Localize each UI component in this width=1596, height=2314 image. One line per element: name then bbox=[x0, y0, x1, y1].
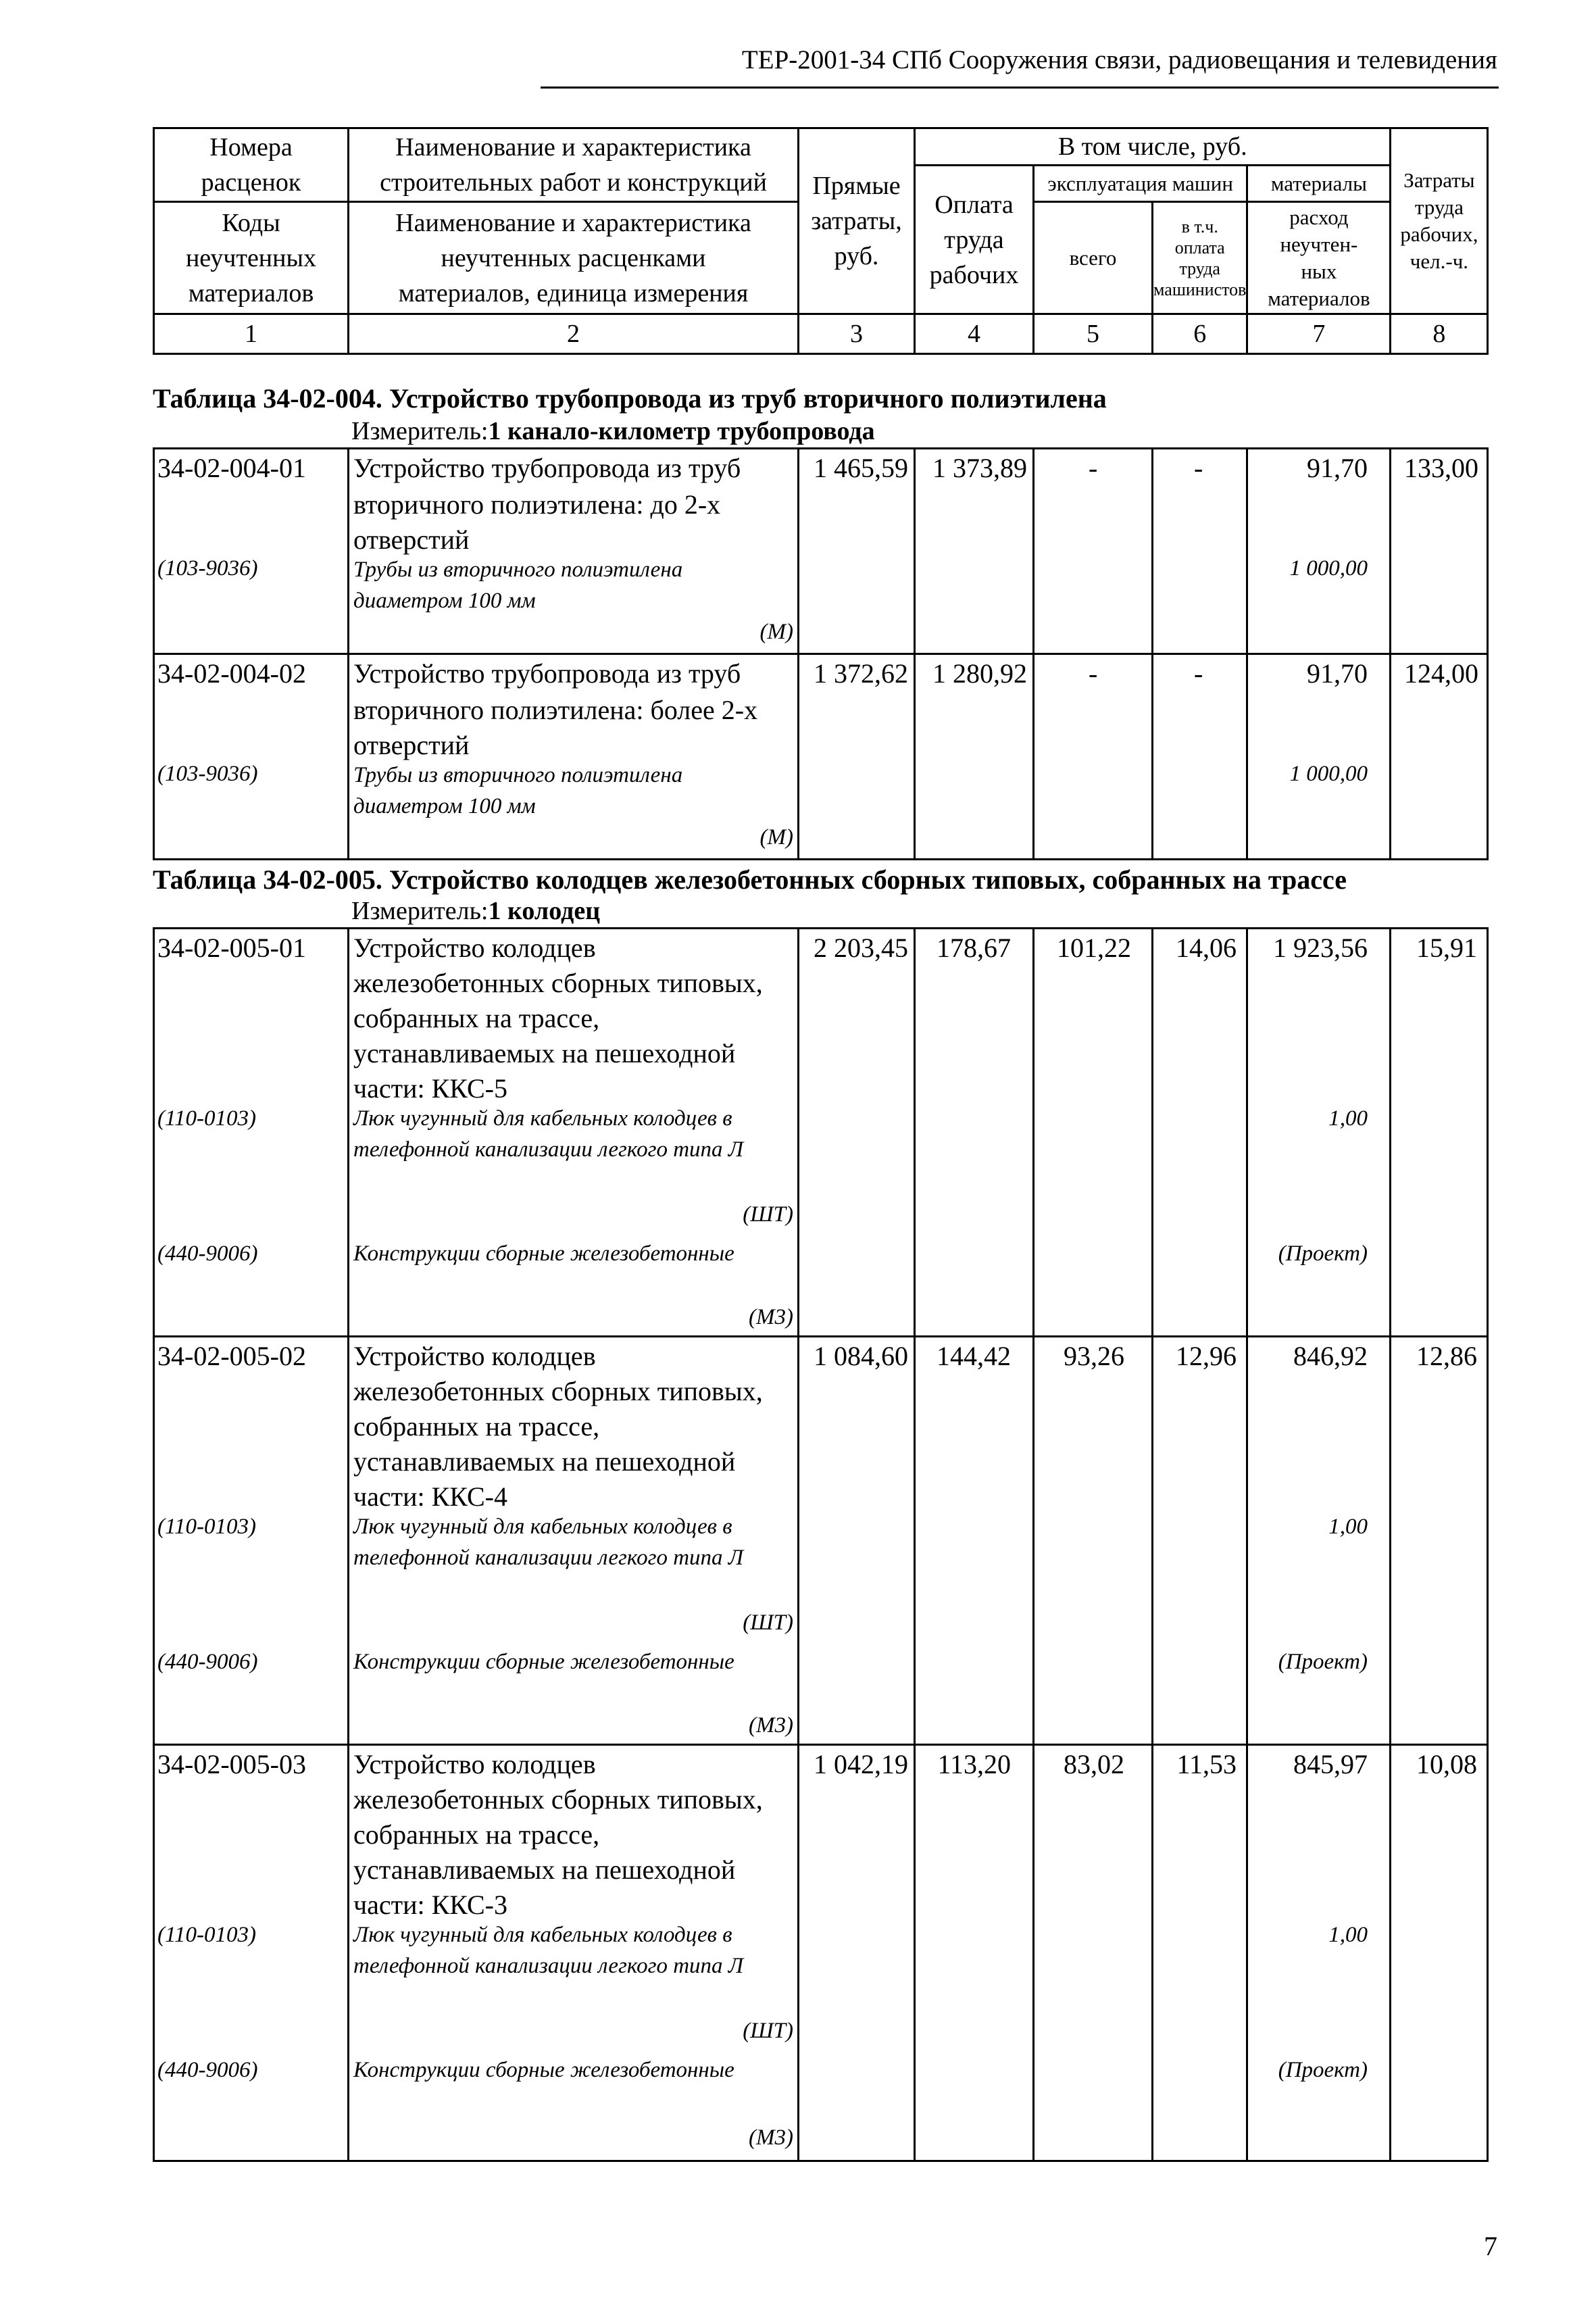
rate-name-line: железобетонных сборных типовых, bbox=[353, 1784, 763, 1815]
machines-value: - bbox=[1089, 658, 1098, 689]
column-number: 4 bbox=[915, 314, 1034, 354]
material-amount: (Проект) bbox=[1278, 2058, 1368, 2082]
header-labor-pay: Оплата труда рабочих bbox=[915, 166, 1034, 314]
rate-name-line: Устройство колодцев bbox=[353, 1749, 596, 1779]
material-name-line: Конструкции сборные железобетонные bbox=[353, 1650, 734, 1674]
material-name-line: Люк чугунный для кабельных колодцев в bbox=[353, 1923, 732, 1947]
labor-pay-value: 113,20 bbox=[937, 1749, 1011, 1779]
material-amount: 1 000,00 bbox=[1289, 762, 1368, 786]
material-name-line: Трубы из вторичного полиэтилена bbox=[353, 558, 683, 582]
rate-name-cell bbox=[349, 654, 799, 860]
material-name-line: Люк чугунный для кабельных колодцев в bbox=[353, 1106, 732, 1131]
column-number: 6 bbox=[1153, 314, 1247, 354]
machinist-pay-value: - bbox=[1194, 658, 1203, 689]
machinist-pay-value: 14,06 bbox=[1176, 933, 1237, 963]
header-materials: материалы bbox=[1247, 166, 1391, 202]
labor-hours-value: 12,86 bbox=[1416, 1341, 1477, 1371]
rate-code: 34-02-005-02 bbox=[157, 1341, 306, 1371]
header-rule bbox=[541, 87, 1499, 89]
rate-code-cell bbox=[154, 449, 349, 654]
rate-name-line: устанавливаемых на пешеходной bbox=[353, 1854, 736, 1885]
direct-costs-value: 1 465,59 bbox=[814, 453, 908, 483]
machines-value: 101,22 bbox=[1057, 933, 1131, 963]
labor-pay-value: 1 280,92 bbox=[932, 658, 1027, 689]
rate-name-cell bbox=[349, 449, 799, 654]
materials-value: 91,70 bbox=[1307, 658, 1368, 689]
machines-value: 93,26 bbox=[1064, 1341, 1124, 1371]
direct-costs-value: 1 372,62 bbox=[814, 658, 908, 689]
rate-name-cell bbox=[349, 1745, 799, 2161]
material-code: (440-9006) bbox=[157, 2058, 258, 2082]
rate-name-line: железобетонных сборных типовых, bbox=[353, 968, 763, 998]
rate-code: 34-02-004-02 bbox=[157, 658, 306, 689]
labor-pay-value: 144,42 bbox=[937, 1341, 1011, 1371]
page-number: 7 bbox=[1484, 2231, 1497, 2261]
rate-code-cell bbox=[154, 1337, 349, 1745]
rate-name-line: отверстий bbox=[353, 524, 470, 555]
rate-name-line: Устройство трубопровода из труб bbox=[353, 453, 741, 483]
materials-value: 845,97 bbox=[1293, 1749, 1368, 1779]
material-name-line: Конструкции сборные железобетонные bbox=[353, 2058, 734, 2082]
labor-pay-value: 1 373,89 bbox=[932, 453, 1027, 483]
rate-name-line: железобетонных сборных типовых, bbox=[353, 1376, 763, 1406]
rate-name-line: собранных на трассе, bbox=[353, 1411, 600, 1442]
labor-hours-value: 10,08 bbox=[1416, 1749, 1477, 1779]
rate-name-cell bbox=[349, 1337, 799, 1745]
header-machinist-pay: в т.ч. оплата труда машинистов bbox=[1153, 202, 1247, 314]
rate-code-cell bbox=[154, 1745, 349, 2161]
labor-hours-value: 133,00 bbox=[1404, 453, 1478, 483]
material-name-line: телефонной канализации легкого типа Л bbox=[353, 1137, 744, 1162]
material-code: (110-0103) bbox=[157, 1515, 257, 1539]
material-unit: (М3) bbox=[749, 1305, 793, 1329]
column-number: 5 bbox=[1034, 314, 1153, 354]
header-unaccounted-materials: расход неучтен- ных материалов bbox=[1247, 202, 1391, 314]
table-measure: Измеритель:1 канало-километр трубопровода bbox=[351, 417, 875, 445]
material-amount: (Проект) bbox=[1278, 1650, 1368, 1674]
material-name-line: Конструкции сборные железобетонные bbox=[353, 1241, 734, 1266]
labor-hours-value: 15,91 bbox=[1416, 933, 1477, 963]
direct-costs-value: 1 084,60 bbox=[814, 1341, 908, 1371]
column-number: 7 bbox=[1247, 314, 1391, 354]
table-row bbox=[154, 1745, 1488, 2161]
rate-name-line: собранных на трассе, bbox=[353, 1003, 600, 1033]
rate-name-line: части: ККС-5 bbox=[353, 1073, 507, 1104]
header-material-names: Наименование и характеристика неучтенных расценками материалов, единица измерения bbox=[349, 202, 799, 314]
material-amount: 1,00 bbox=[1328, 1515, 1368, 1539]
rate-name-line: устанавливаемых на пешеходной bbox=[353, 1038, 736, 1068]
material-unit: (М3) bbox=[749, 1713, 793, 1738]
header-work-name: Наименование и характеристика строительных работ и конструкций bbox=[349, 128, 799, 202]
header-direct-costs: Прямые затраты, руб. bbox=[799, 128, 915, 314]
material-unit: (М) bbox=[759, 620, 793, 644]
material-name-line: диаметром 100 мм bbox=[353, 589, 536, 613]
material-unit: (ШТ) bbox=[743, 1610, 793, 1635]
rate-code-cell bbox=[154, 654, 349, 860]
rate-name-cell bbox=[349, 929, 799, 1337]
material-name-line: телефонной канализации легкого типа Л bbox=[353, 1546, 744, 1570]
rate-name-line: вторичного полиэтилена: более 2-х bbox=[353, 695, 758, 725]
table-measure: Измеритель:1 колодец bbox=[351, 897, 601, 925]
material-unit: (М3) bbox=[749, 2125, 793, 2150]
rate-code: 34-02-004-01 bbox=[157, 453, 306, 483]
rate-code: 34-02-005-03 bbox=[157, 1749, 306, 1779]
labor-pay-value: 178,67 bbox=[937, 933, 1011, 963]
machinist-pay-value: - bbox=[1194, 453, 1203, 483]
material-unit: (ШТ) bbox=[743, 1202, 793, 1227]
header-machines: эксплуатация машин bbox=[1034, 166, 1247, 202]
column-header-table bbox=[153, 127, 1489, 355]
machinist-pay-value: 11,53 bbox=[1176, 1749, 1237, 1779]
rate-name-line: части: ККС-4 bbox=[353, 1481, 507, 1512]
table-row bbox=[154, 654, 1488, 860]
column-number: 1 bbox=[154, 314, 349, 354]
header-rate-numbers: Номера расценок bbox=[154, 128, 349, 202]
column-number: 8 bbox=[1391, 314, 1488, 354]
rate-name-line: вторичного полиэтилена: до 2-х bbox=[353, 489, 721, 520]
materials-value: 846,92 bbox=[1293, 1341, 1368, 1371]
rates-table-34-02-004 bbox=[153, 447, 1489, 860]
material-code: (103-9036) bbox=[157, 556, 258, 581]
document-header-title: ТЕР-2001-34 СПб Сооружения связи, радиовещания и телевидения bbox=[741, 45, 1497, 74]
material-unit: (ШТ) bbox=[743, 2019, 793, 2043]
rates-table-34-02-005 bbox=[153, 927, 1489, 2162]
labor-hours-value: 124,00 bbox=[1404, 658, 1478, 689]
table-row bbox=[154, 929, 1488, 1337]
table-row bbox=[154, 449, 1488, 654]
table-caption: Таблица 34-02-005. Устройство колодцев железобетонных сборных типовых, собранных на трассе bbox=[153, 864, 1347, 895]
header-machines-total: всего bbox=[1034, 202, 1153, 314]
column-number: 2 bbox=[349, 314, 799, 354]
material-name-line: Люк чугунный для кабельных колодцев в bbox=[353, 1515, 732, 1539]
material-code: (103-9036) bbox=[157, 762, 258, 786]
rate-name-line: Устройство колодцев bbox=[353, 1341, 596, 1371]
machines-value: 83,02 bbox=[1064, 1749, 1124, 1779]
material-code: (440-9006) bbox=[157, 1241, 258, 1266]
rate-name-line: отверстий bbox=[353, 730, 470, 760]
material-name-line: Трубы из вторичного полиэтилена bbox=[353, 763, 683, 787]
table-caption: Таблица 34-02-004. Устройство трубопровода из труб вторичного полиэтилена bbox=[153, 383, 1107, 414]
column-number: 3 bbox=[799, 314, 915, 354]
material-name-line: диаметром 100 мм bbox=[353, 794, 536, 818]
materials-value: 91,70 bbox=[1307, 453, 1368, 483]
material-code: (110-0103) bbox=[157, 1106, 257, 1131]
material-amount: 1,00 bbox=[1328, 1923, 1368, 1947]
rate-name-line: Устройство колодцев bbox=[353, 933, 596, 963]
direct-costs-value: 2 203,45 bbox=[814, 933, 908, 963]
material-amount: 1 000,00 bbox=[1289, 556, 1368, 581]
rate-name-line: собранных на трассе, bbox=[353, 1819, 600, 1850]
header-labor-hours: Затраты труда рабочих, чел.-ч. bbox=[1391, 128, 1488, 314]
header-in-total: В том числе, руб. bbox=[915, 128, 1391, 166]
direct-costs-value: 1 042,19 bbox=[814, 1749, 908, 1779]
rate-name-line: Устройство трубопровода из труб bbox=[353, 658, 741, 689]
machines-value: - bbox=[1089, 453, 1098, 483]
material-code: (440-9006) bbox=[157, 1650, 258, 1674]
material-unit: (М) bbox=[759, 825, 793, 850]
rate-name-line: устанавливаемых на пешеходной bbox=[353, 1446, 736, 1477]
rate-name-line: части: ККС-3 bbox=[353, 1890, 507, 1920]
rate-code: 34-02-005-01 bbox=[157, 933, 306, 963]
materials-value: 1 923,56 bbox=[1273, 933, 1368, 963]
table-row bbox=[154, 1337, 1488, 1745]
material-amount: (Проект) bbox=[1278, 1241, 1368, 1266]
rate-code-cell bbox=[154, 929, 349, 1337]
material-name-line: телефонной канализации легкого типа Л bbox=[353, 1954, 744, 1978]
header-material-codes: Коды неучтенных материалов bbox=[154, 202, 349, 314]
material-amount: 1,00 bbox=[1328, 1106, 1368, 1131]
material-code: (110-0103) bbox=[157, 1923, 257, 1947]
machinist-pay-value: 12,96 bbox=[1176, 1341, 1237, 1371]
